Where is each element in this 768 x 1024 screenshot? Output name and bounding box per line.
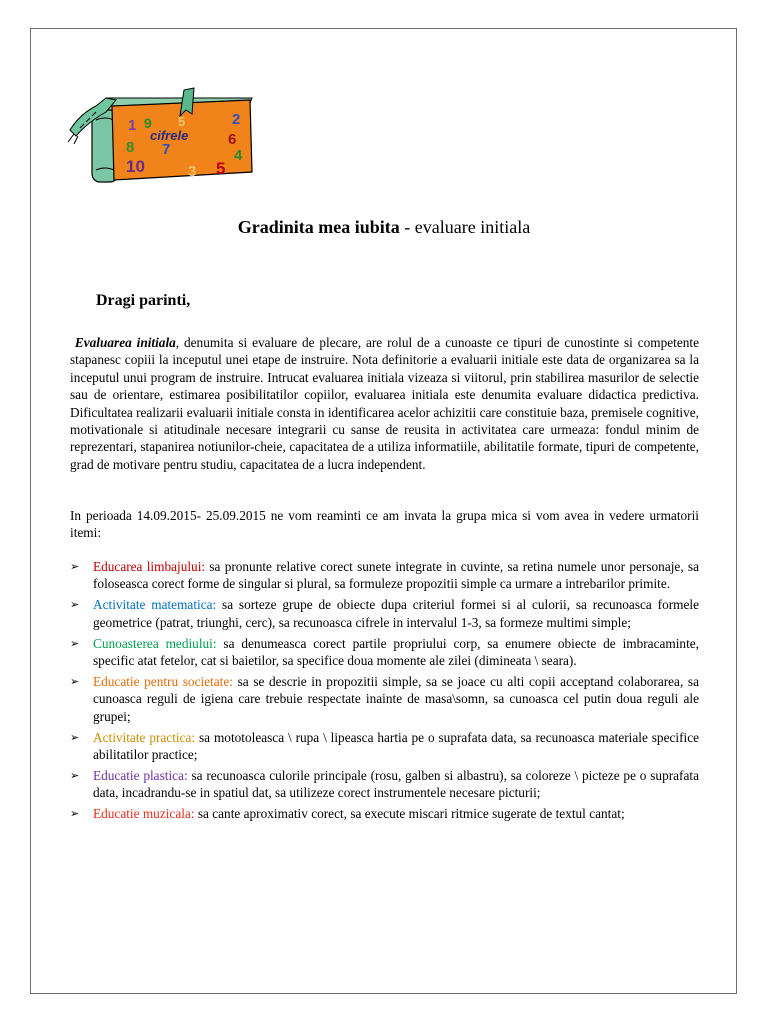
- intro-text: , denumita si evaluare de plecare, are rolul de a cunoaste ce tipuri de cunostinte si competente stapanesc copiii la inceputul unei etape de instruire. Nota definitorie a evaluarii initiale este data de organizarea sa la inceputul unui program de instruire. Intrucat evaluarea initiala vizeaza si viitorul, prin stabilirea masurilor de selectie sau de orientare, estimarea posibilitatilor copiilor, evaluarea initiala este denumita evaluare didactica predictiva. Dificultatea realizarii evaluarii initiale consta in identificarea acelor achizitii care constituie baza, premisele cognitive, motivationale si atitudinale necesare integrarii cu sanse de reusita in activitatea care urmeaza: fondul minim de reprezentari, stapanirea notiunilor-cheie, capacitatea de a utiliza informatiile, abilitatile formate, tipuri de competente, grad de motivare pentru studiu, capacitatea de a lucra independent.: [70, 335, 699, 472]
- arrow-bullet-icon: ➢: [70, 636, 80, 650]
- list-item: [70, 558, 699, 593]
- arrow-bullet-icon: ➢: [70, 768, 80, 782]
- digit-4: 4: [234, 147, 243, 164]
- item-text: sa mototoleasca \ rupa \ lipeasca hartia pe o suprafata data, sa recunoasca materiale specifice abilitatilor practice;: [93, 729, 699, 763]
- digit-1: 1: [128, 117, 137, 134]
- item-text: sa denumeasca corect partile propriului corp, sa enumere obiecte de imbracaminte, specific atat fetelor, cat si baietilor, sa specifice doua momente ale zilei (dimineata \ seara).: [93, 635, 699, 669]
- arrow-bullet-icon: ➢: [70, 674, 80, 688]
- digit-5: 5: [216, 159, 226, 178]
- item-text: sa sorteze grupe de obiecte dupa criteriul formei si al culorii, sa recunoasca formele geometrice (patrat, triunghi, cerc), sa recunoasca cifrele in intervalul 1-3, sa formeze multimi simple;: [93, 597, 699, 630]
- intro-lead: Evaluarea initiala: [74, 335, 176, 350]
- digit-10: 10: [126, 157, 145, 176]
- arrow-bullet-icon: ➢: [70, 560, 80, 573]
- list-item: [70, 805, 699, 822]
- digit-6: 6: [228, 131, 237, 148]
- digit-8: 8: [126, 139, 135, 156]
- digit-7: 7: [162, 141, 171, 158]
- digit-5-small: 5: [178, 114, 186, 129]
- logo-label: cifrele: [150, 128, 189, 143]
- items-list: [70, 558, 699, 826]
- item-text: sa se descrie in propozitii simple, sa se joace cu alti copii acceptand colaborarea, sa cunoasca reguli de igiena care trebuie respectate inainte de masa\somn, sa cunoasca cel putin doua reguli ale grupei;: [93, 673, 699, 724]
- item-label: Activitate practica:: [93, 729, 196, 745]
- period-paragraph: In perioada 14.09.2015- 25.09.2015 ne vom reaminti ce am invata la grupa mica si vom avea in vedere urmatorii itemi:: [70, 508, 699, 541]
- item-text: sa recunoasca culorile principale (rosu, galben si albastru), sa coloreze \ picteze pe o suprafata data, incadrandu-se in spatiul dat, sa utilizeze corect instrumentele necesare picturii;: [93, 767, 699, 801]
- item-label: Educatie plastica:: [93, 767, 188, 783]
- list-item: [70, 635, 699, 670]
- item-label: Educatie muzicala:: [93, 806, 195, 822]
- digit-2: 2: [232, 111, 241, 128]
- item-label: Educarea limbajului:: [93, 559, 206, 574]
- list-item: [70, 767, 699, 802]
- arrow-bullet-icon: ➢: [70, 730, 80, 744]
- digit-3: 3: [188, 163, 197, 180]
- digit-9: 9: [144, 115, 152, 131]
- greeting: Dragi parinti,: [96, 292, 191, 309]
- arrow-bullet-icon: ➢: [70, 807, 80, 821]
- item-label: Activitate matematica:: [93, 597, 217, 613]
- list-item: [70, 596, 699, 631]
- item-label: Educatie pentru societate:: [93, 673, 233, 689]
- page-title: [0, 217, 768, 238]
- item-text: sa cante aproximativ corect, sa execute miscari ritmice sugerate de textul cantat;: [194, 806, 625, 822]
- cifrele-book-icon: [66, 84, 256, 184]
- list-item: [70, 673, 699, 725]
- intro-paragraph: [70, 334, 699, 473]
- title-bold: Gradinita mea iubita: [237, 217, 400, 237]
- item-text: sa pronunte relative corect sunete integrate in cuvinte, sa retina numele unor personaje, sa foloseasca corect forme de singular si plural, sa formuleze propozitii simple ca urmare a intrebarilor primite.: [93, 559, 699, 592]
- item-label: Cunoasterea mediului:: [93, 635, 217, 651]
- title-rest: - evaluare initiala: [399, 217, 531, 237]
- arrow-bullet-icon: ➢: [70, 598, 80, 612]
- list-item: [70, 729, 699, 764]
